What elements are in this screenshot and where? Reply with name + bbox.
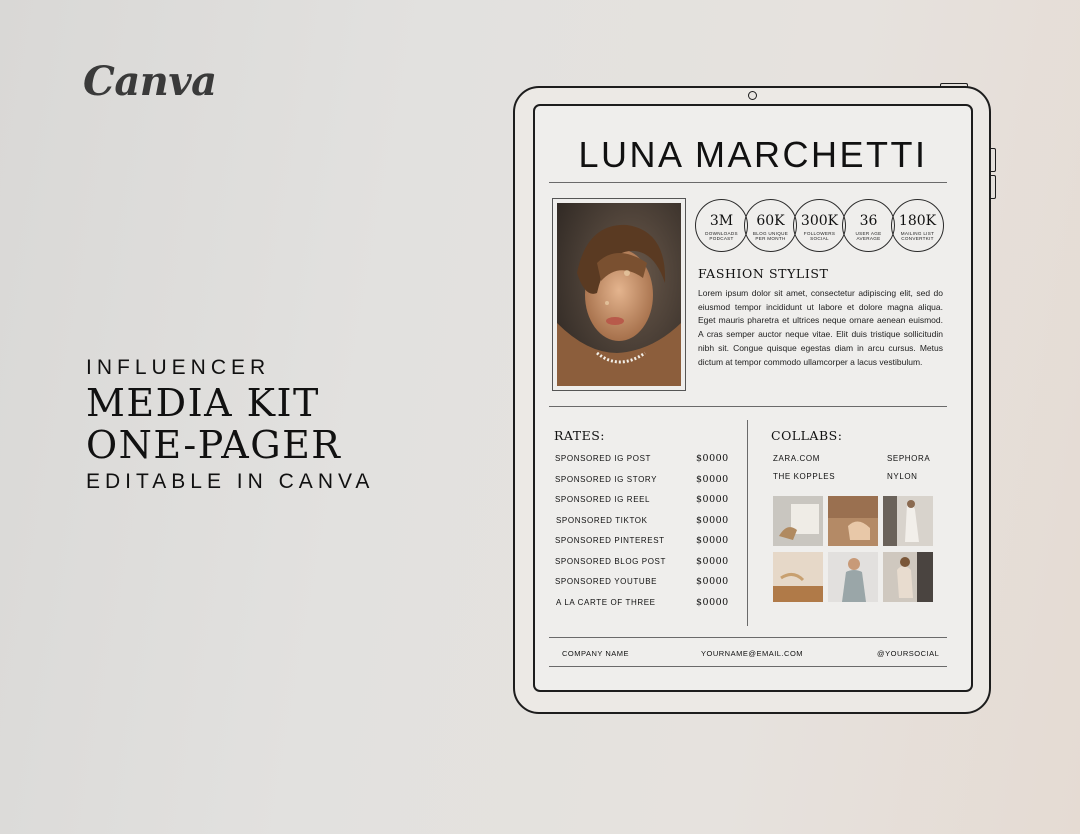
stat-value: 3M [709, 213, 734, 229]
tablet-volume-up-button [991, 148, 996, 172]
collab-brand: ZARA.COM [773, 454, 821, 463]
rate-row [556, 516, 736, 530]
stat-circle [891, 199, 944, 252]
divider-footer-bottom [549, 666, 947, 667]
profile-photo [557, 203, 681, 386]
collab-image [883, 552, 933, 602]
divider-footer-top [549, 637, 947, 638]
collab-brand: NYLON [887, 472, 918, 481]
stat-value: 36 [859, 213, 878, 229]
hero-line-influencer: INFLUENCER [86, 356, 271, 379]
collab-photo [773, 552, 823, 602]
rate-price: $0000 [696, 474, 729, 485]
rate-label: SPONSORED IG REEL [555, 495, 651, 504]
collab-brand: THE KOPPLES [773, 472, 836, 481]
rate-row [555, 454, 735, 468]
collab-image [828, 552, 878, 602]
stat-circle [744, 199, 797, 252]
portrait-image [557, 203, 681, 386]
stat-caption: USER AGE AVERAGE [855, 231, 882, 242]
stat-circle [793, 199, 846, 252]
stat-circle [695, 199, 748, 252]
collab-image [773, 552, 823, 602]
tablet-camera [748, 91, 757, 100]
stat-value: 180K [898, 213, 937, 229]
rate-label: SPONSORED IG STORY [555, 475, 658, 484]
rate-price: $0000 [696, 597, 729, 608]
rate-price: $0000 [696, 494, 729, 505]
footer-company: COMPANY NAME [562, 649, 629, 658]
media-kit-page [533, 104, 973, 692]
rate-row [556, 598, 736, 612]
rate-row [555, 495, 735, 509]
collab-photo [883, 552, 933, 602]
bio-text: Lorem ipsum dolor sit amet, consectetur adipiscing elit, sed do eiusmod tempor incididunt ut labore et dolore magna aliqua. Eget mauris pharetra et ultrices neque ornare aenean euismod. A cras semper auctor neque vitae. Elit duis tristique sollicitudin nibh sit. Congue quisque egestas diam in arcu cursus. Metus dictum at tempor commodo ullamcorper a lacus vestibulum. [698, 288, 943, 367]
rates-title: RATES: [554, 428, 605, 443]
tablet-volume-down-button [991, 175, 996, 199]
footer-email: YOURNAME@EMAIL.COM [701, 649, 804, 658]
rate-label: SPONSORED YOUTUBE [555, 577, 658, 586]
stats-row [695, 199, 945, 255]
stat-caption: FOLLOWERS SOCIAL [803, 231, 836, 242]
rate-row [555, 557, 735, 571]
collab-image [773, 496, 823, 546]
rate-price: $0000 [696, 515, 729, 526]
rate-row [555, 475, 735, 489]
collab-photo [828, 552, 878, 602]
hero-line-editable: EDITABLE IN CANVA [86, 470, 375, 493]
rate-label: SPONSORED PINTEREST [555, 536, 665, 545]
stat-caption: BLOG UNIQUE PER MONTH [752, 231, 789, 242]
stat-caption: DOWNLOADS PODCAST [705, 231, 738, 242]
hero-line-one-pager: ONE-PAGER [86, 423, 342, 467]
divider-top [549, 182, 947, 183]
rate-price: $0000 [696, 556, 729, 567]
collab-photo [883, 496, 933, 546]
collab-photo [773, 496, 823, 546]
collabs-title: COLLABS: [771, 428, 843, 443]
rate-label: A LA CARTE OF THREE [556, 598, 656, 607]
column-divider [747, 420, 748, 626]
collab-image [883, 496, 933, 546]
rate-label: SPONSORED BLOG POST [555, 557, 666, 566]
stat-circle [842, 199, 895, 252]
rate-label: SPONSORED IG POST [555, 454, 651, 463]
rate-row [555, 577, 735, 591]
profile-photo-frame [552, 198, 686, 391]
rate-price: $0000 [696, 535, 729, 546]
stat-value: 60K [756, 213, 785, 229]
collab-image [828, 496, 878, 546]
rate-price: $0000 [696, 576, 729, 587]
rate-price: $0000 [696, 453, 729, 464]
rate-row [555, 536, 735, 550]
footer-social: @YOURSOCIAL [877, 649, 940, 658]
influencer-name: LUNA MARCHETTI [578, 134, 928, 175]
stat-value: 300K [800, 213, 839, 229]
hero-title [86, 356, 374, 494]
collab-brand: SEPHORA [887, 454, 931, 463]
collab-photo [828, 496, 878, 546]
canva-logo: Canva [83, 58, 217, 105]
hero-line-media-kit: MEDIA KIT [86, 381, 320, 425]
divider-middle [549, 406, 947, 407]
role-title: FASHION STYLIST [698, 266, 829, 281]
rate-label: SPONSORED TIKTOK [556, 516, 648, 525]
stat-caption: MAILING LIST CONVERTKIT [900, 231, 935, 242]
